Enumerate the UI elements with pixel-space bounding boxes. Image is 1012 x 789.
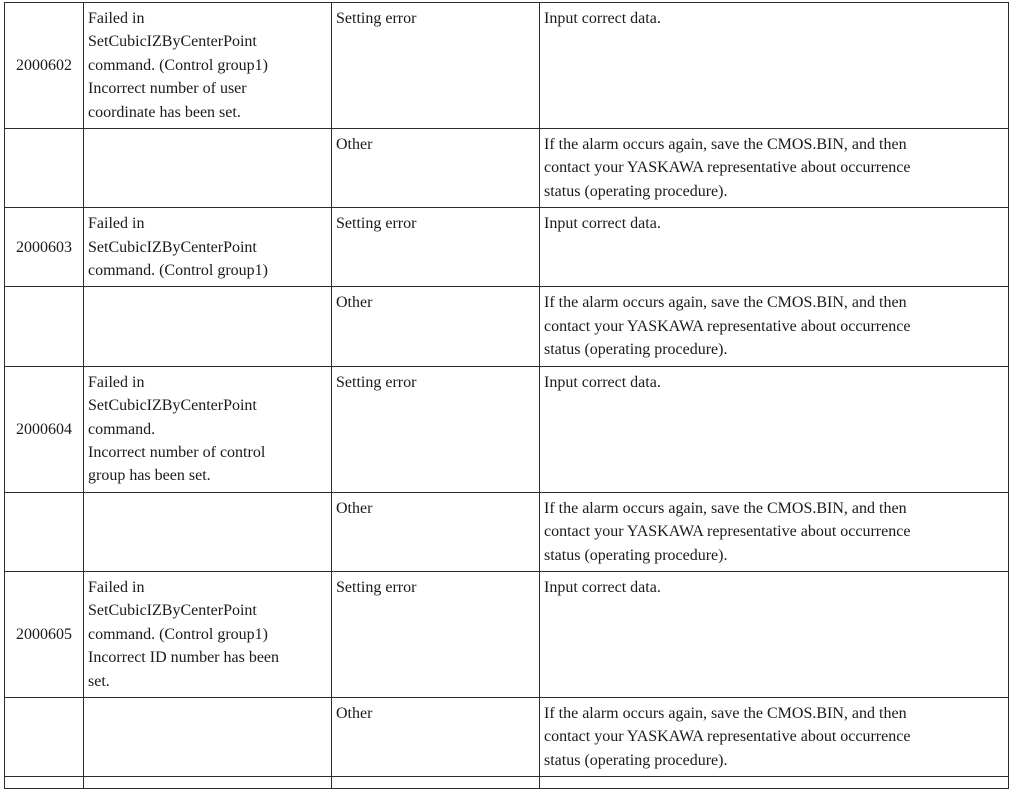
- alarm-cause-cell: Other: [332, 697, 540, 776]
- alarm-other-row: [5, 697, 1009, 776]
- alarm-remedy-cell: [540, 571, 1009, 697]
- alarm-cause-cell: Other: [332, 129, 540, 208]
- alarm-remedy-line: Input correct data.: [544, 10, 661, 27]
- alarm-other-row: [5, 492, 1009, 571]
- alarm-message-cell: [84, 366, 332, 492]
- alarm-remedy-line: status (operating procedure).: [544, 182, 728, 200]
- alarm-message-cell: [84, 287, 332, 366]
- alarm-remedy-line: contact your YASKAWA representative about occurrence: [544, 523, 911, 541]
- alarm-table-body: [5, 3, 1009, 789]
- alarm-remedy-line: status (operating procedure).: [544, 751, 728, 769]
- alarm-row: [5, 3, 1009, 129]
- alarm-code-cell: [5, 129, 84, 208]
- alarm-remedy-cell: [540, 3, 1009, 129]
- alarm-remedy-cell: [540, 366, 1009, 492]
- alarm-message-line: set.: [88, 672, 110, 690]
- alarm-message-line: SetCubicIZByCenterPoint: [88, 33, 257, 51]
- empty-cell: [5, 777, 84, 789]
- alarm-cause-cell: Other: [332, 492, 540, 571]
- alarm-message-line: command.: [88, 420, 156, 438]
- alarm-message-line: coordinate has been set.: [88, 103, 241, 121]
- alarm-code-cell: 2000602: [5, 3, 84, 129]
- alarm-message-cell: [84, 208, 332, 287]
- alarm-message-cell: [84, 571, 332, 697]
- alarm-remedy-line: contact your YASKAWA representative about occurrence: [544, 159, 911, 177]
- alarm-code-cell: 2000604: [5, 366, 84, 492]
- alarm-message-line: Failed in: [88, 215, 145, 233]
- alarm-message-line: SetCubicIZByCenterPoint: [88, 238, 257, 256]
- alarm-cause-cell: Other: [332, 287, 540, 366]
- alarm-remedy-cell: [540, 492, 1009, 571]
- alarm-remedy-line: Input correct data.: [544, 215, 661, 233]
- alarm-message-cell: [84, 697, 332, 776]
- alarm-other-row: [5, 287, 1009, 366]
- alarm-remedy-cell: [540, 697, 1009, 776]
- alarm-remedy-line: contact your YASKAWA representative about occurrence: [544, 728, 911, 746]
- alarm-cause-cell: Setting error: [332, 571, 540, 697]
- alarm-remedy-line: contact your YASKAWA representative about occurrence: [544, 317, 911, 335]
- alarm-remedy-line: If the alarm occurs again, save the CMOS.BIN, and then: [544, 294, 907, 312]
- alarm-other-row: [5, 129, 1009, 208]
- alarm-message-line: Failed in: [88, 578, 145, 596]
- alarm-cause-cell: Setting error: [332, 3, 540, 129]
- alarm-message-cell: [84, 3, 332, 129]
- alarm-remedy-cell: [540, 129, 1009, 208]
- alarm-remedy-line: status (operating procedure).: [544, 341, 728, 359]
- alarm-message-line: command. (Control group1): [88, 625, 268, 643]
- alarm-code-cell: 2000605: [5, 571, 84, 697]
- alarm-message-line: SetCubicIZByCenterPoint: [88, 397, 257, 415]
- alarm-row: [5, 366, 1009, 492]
- alarm-row: [5, 208, 1009, 287]
- empty-cell: [332, 777, 540, 789]
- alarm-code-cell: [5, 697, 84, 776]
- alarm-remedy-cell: [540, 287, 1009, 366]
- alarm-remedy-line: If the alarm occurs again, save the CMOS.BIN, and then: [544, 136, 907, 154]
- alarm-cause-cell: Setting error: [332, 208, 540, 287]
- alarm-message-line: group has been set.: [88, 467, 211, 485]
- alarm-message-line: command. (Control group1): [88, 56, 268, 74]
- alarm-code-table: [4, 2, 1009, 789]
- alarm-cause-cell: Setting error: [332, 366, 540, 492]
- alarm-remedy-line: Input correct data.: [544, 373, 661, 391]
- empty-cell: [540, 777, 1009, 789]
- alarm-code-cell: [5, 287, 84, 366]
- alarm-row: [5, 571, 1009, 697]
- alarm-message-cell: [84, 129, 332, 208]
- alarm-message-line: Failed in: [88, 10, 145, 27]
- alarm-message-line: Incorrect number of user: [88, 80, 247, 98]
- alarm-message-cell: [84, 492, 332, 571]
- alarm-message-line: Incorrect ID number has been: [88, 649, 280, 667]
- alarm-message-line: SetCubicIZByCenterPoint: [88, 602, 257, 620]
- alarm-message-line: Failed in: [88, 373, 145, 391]
- alarm-code-cell: [5, 492, 84, 571]
- alarm-remedy-cell: [540, 208, 1009, 287]
- alarm-remedy-line: Input correct data.: [544, 578, 661, 596]
- alarm-remedy-line: status (operating procedure).: [544, 546, 728, 564]
- alarm-remedy-line: If the alarm occurs again, save the CMOS.BIN, and then: [544, 704, 907, 722]
- alarm-code-cell: 2000603: [5, 208, 84, 287]
- table-row-continuation: [5, 777, 1009, 789]
- empty-cell: [84, 777, 332, 789]
- alarm-remedy-line: If the alarm occurs again, save the CMOS.BIN, and then: [544, 499, 907, 517]
- alarm-message-line: command. (Control group1): [88, 262, 268, 280]
- alarm-message-line: Incorrect number of control: [88, 443, 266, 461]
